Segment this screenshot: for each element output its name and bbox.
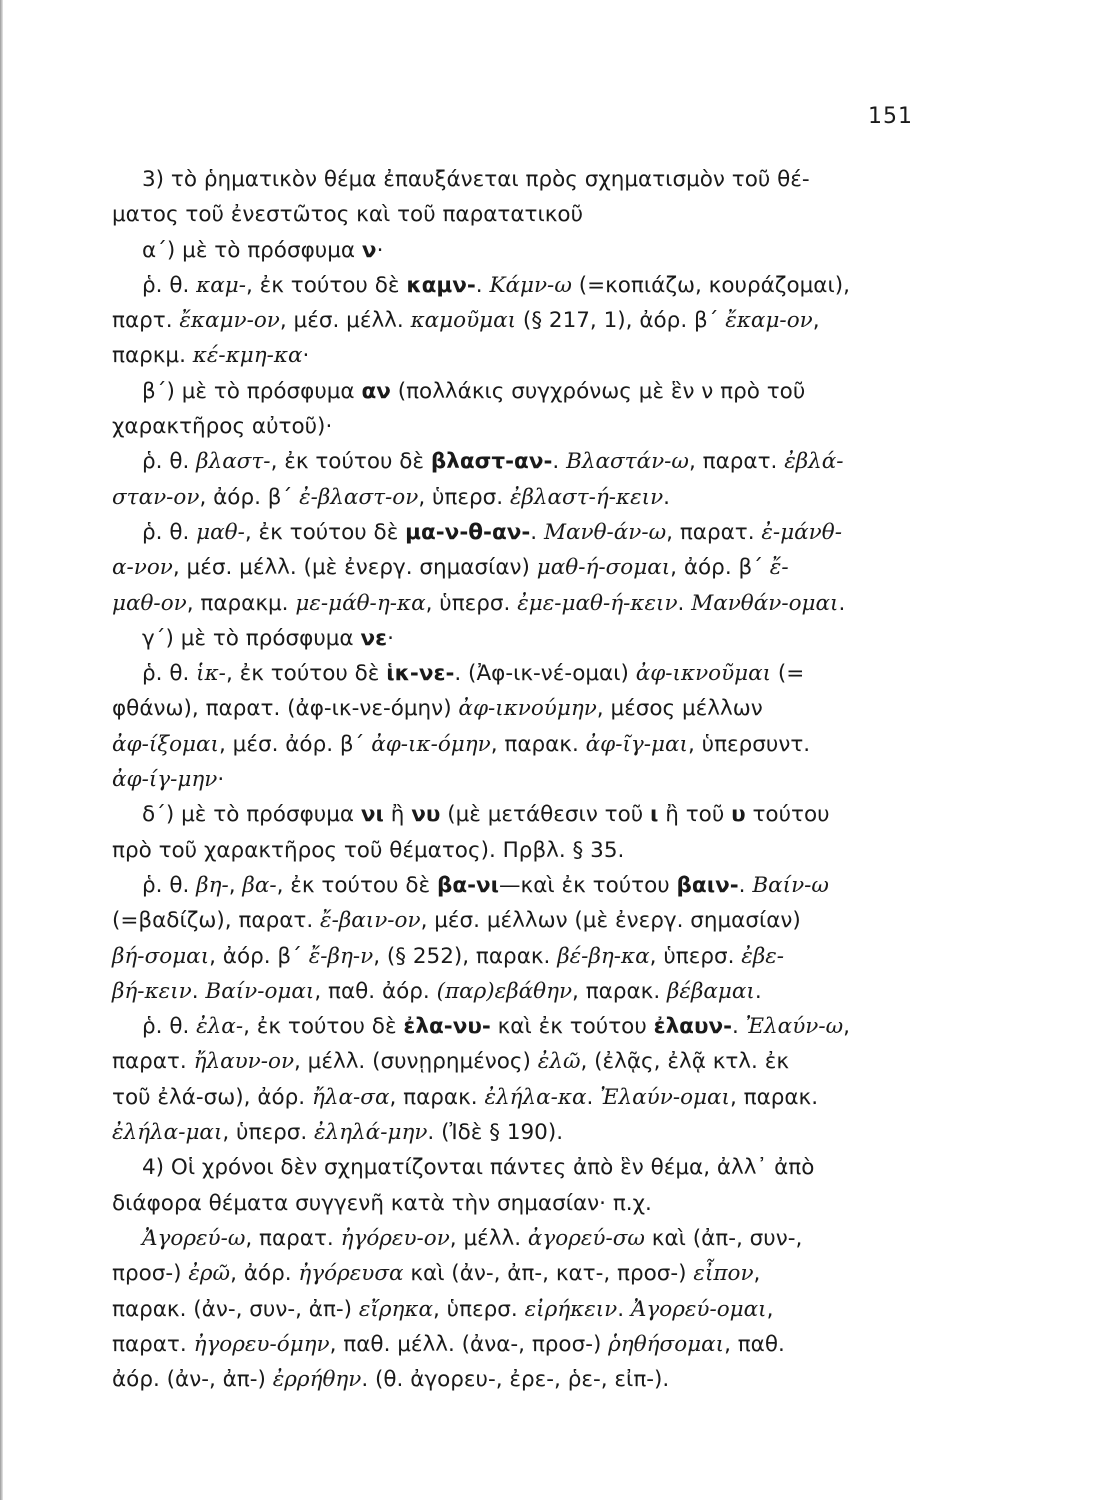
text-line [112,727,948,762]
text-line [112,1292,948,1327]
italic-term: ἀγορεύ-σω [527,1225,645,1251]
text-segment: , παρατ. [688,449,785,475]
italic-term: καμοῦμαι [410,308,517,334]
text-segment: (μὲ μετάθεσιν τοῦ [440,802,651,828]
text-segment: ῥ. θ. [142,449,197,475]
text-line [112,444,948,479]
text-segment: . (Ἀφ-ικ-νέ-ομαι) [454,661,636,687]
page-number: 151 [868,104,913,129]
italic-term: μαθ-ή-σομαι [536,555,671,581]
text-segment: , μέσ. ἀόρ. β΄ [218,731,372,757]
italic-term: ἐβλαστ-ή-κειν [509,484,664,510]
text-segment: , ὑπερσ. [432,1296,525,1322]
text-segment: , παρακ. [389,1084,485,1110]
italic-term: ἐ-μάνθ- [761,519,842,545]
text-segment: —καὶ ἐκ τούτου [499,872,677,898]
italic-term: ἠγόρευσα [298,1261,404,1287]
italic-term: Ἀγορεύ-ω [142,1225,246,1251]
text-segment: · [376,237,384,263]
text-segment: παρκμ. [112,343,193,369]
text-segment: · [302,343,310,369]
italic-term: ἐλήλα-μαι [112,1120,223,1146]
text-segment: παρατ. [112,1331,194,1357]
text-segment: ματος τοῦ ἐνεστῶτος καὶ τοῦ παρατατικοῦ [112,202,584,228]
bold-stem: νε [360,625,388,651]
bold-stem: ἐλαυν- [653,1014,733,1040]
text-segment: . [732,1014,746,1040]
italic-term: εἶπον [693,1261,754,1287]
text-segment: ἀόρ. (ἀν-, ἀπ-) [112,1367,273,1393]
text-line [112,691,948,726]
italic-term: ἱκ- [196,661,226,687]
text-segment: , [843,1014,850,1040]
text-line [112,903,948,938]
text-segment: , [753,1261,761,1287]
text-segment: , ὑπερσ. [425,590,518,616]
text-segment: . [530,519,544,545]
text-segment: , ἐκ τούτου δὲ [246,272,407,298]
text-segment: (§ 217, 1), ἀόρ. β΄ [516,308,726,334]
text-segment: α΄) μὲ τὸ πρόσφυμα [142,237,362,263]
italic-term: ἀφ-ικ-όμην [371,731,491,757]
text-segment: (= [771,661,805,687]
italic-term: α-νον [112,555,173,581]
text-segment: , ὑπερσυντ. [687,731,811,757]
italic-term: Ἀγορεύ-ομαι [630,1296,767,1322]
text-segment: . [754,978,762,1004]
text-segment: . [738,872,753,898]
text-segment: , ἀόρ. [230,1261,299,1287]
text-segment: , ἀόρ. β΄ [199,484,300,510]
text-line [112,1150,948,1185]
bold-stem: ἐλα-νυ- [403,1014,491,1040]
text-segment: , ὑπερσ. [649,943,742,969]
text-line [112,621,948,656]
text-segment: τούτου [745,802,830,828]
bold-stem: νυ [411,802,441,828]
scan-edge [0,0,3,1500]
italic-term: ἤλαυν-ον [193,1049,295,1075]
text-segment: καὶ ἐκ τούτου [490,1014,654,1040]
text-line [112,939,948,974]
text-segment: ἢ τοῦ [658,802,732,828]
bold-stem: αν [361,378,391,404]
italic-term: ἔκαμ-ον [725,308,813,334]
italic-term: ἀφ-ικνούμην [458,696,597,722]
text-segment: ἢ [383,802,412,828]
text-segment: , ἐκ τούτου δὲ [276,872,437,898]
italic-term: (παρ)εβάθην [436,978,573,1004]
text-line [112,1115,948,1150]
italic-term: με-μάθ-η-κα [295,590,426,616]
text-segment: , (§ 252), παρακ. [373,943,558,969]
text-segment: , παρακμ. [186,590,296,616]
italic-term: Ἐλαύν-ω [745,1014,844,1040]
text-segment: , (ἐλᾷς, ἐλᾷ κτλ. ἐκ [580,1049,789,1075]
text-line [112,480,948,515]
text-segment: β΄) μὲ τὸ πρόσφυμα [142,378,362,404]
italic-term: Βλαστάν-ω [566,449,689,475]
text-segment: . [191,978,206,1004]
italic-term: Μανθ-άν-ω [543,519,667,545]
text-segment: ῥ. θ. [142,1014,197,1040]
text-line [112,656,948,691]
text-segment: τοῦ ἐλά-σω), ἀόρ. [112,1084,312,1110]
text-segment: . [552,449,567,475]
italic-term: ἐλα- [196,1014,244,1040]
italic-term: βα- [242,872,277,898]
text-segment: ῥ. θ. [142,661,197,687]
italic-term: Κάμν-ω [489,272,572,298]
text-segment: · [217,767,225,793]
text-segment: . [677,590,692,616]
text-line [112,762,948,797]
italic-term: ἀφ-ίγ-μην [112,767,218,793]
text-segment: , ἀόρ. β΄ [209,943,309,969]
bold-stem: βλαστ-αν- [430,449,553,475]
italic-term: ἔ-βαιν-ον [320,908,421,934]
italic-term: βη- [196,872,229,898]
italic-term: κέ-κμη-κα [192,343,303,369]
text-segment: . [586,1084,601,1110]
text-segment: · [387,625,394,651]
text-segment: , παρατ. [666,519,762,545]
text-segment: (πολλάκις συγχρόνως μὲ ἓν ν πρὸ τοῦ [390,378,806,404]
text-line [112,409,948,444]
bold-stem: ν [361,237,377,263]
italic-term: ἔ- [769,555,789,581]
italic-term: ἐρῶ [188,1261,231,1287]
text-segment: προσ-) [112,1261,189,1287]
italic-term: ἠγορευ-όμην [193,1331,330,1357]
text-segment: , παρακ. [572,978,667,1004]
italic-term: μαθ- [196,519,245,545]
text-line [112,586,948,621]
text-line [112,1327,948,1362]
italic-term: Βαίν-ω [752,872,829,898]
text-line [112,303,948,338]
text-segment: παρτ. [112,308,180,334]
bold-stem: ἱκ-νε- [386,661,455,687]
text-segment: , μέσ. μέλλων (μὲ ἐνεργ. σημασίαν) [420,908,801,934]
text-segment: , ἐκ τούτου δὲ [270,449,431,475]
italic-term: βή-σομαι [112,943,210,969]
italic-term: Ἐλαύν-ομαι [600,1084,730,1110]
text-line [112,868,948,903]
text-segment: . [838,590,846,616]
italic-term: ἐλῶ [537,1049,581,1075]
bold-stem: βαιν- [676,872,739,898]
italic-term: ἠγόρευ-ον [340,1225,450,1251]
italic-term: καμ- [196,272,246,298]
text-segment: 4) Οἱ χρόνοι δὲν σχηματίζονται πάντες ἀπὸ ἓν θέμα, ἀλλ᾽ ἀπὸ [142,1155,815,1181]
italic-term: ἤλα-σα [311,1084,390,1110]
text-segment: ῥ. θ. [142,519,197,545]
text-segment: . [617,1296,631,1322]
italic-term: βή-κειν [112,978,192,1004]
italic-term: ἀφ-ικνοῦμαι [635,661,772,687]
text-segment: , [228,872,243,898]
text-segment: καὶ (ἀν-, ἀπ-, κατ-, προσ-) [403,1261,694,1287]
italic-term: ἐ-βλαστ-ον [299,484,419,510]
italic-term: ἔ-βη-ν [308,943,374,969]
text-segment: δ΄) μὲ τὸ πρόσφυμα [142,802,361,828]
text-segment: , μέσος μέλλων [596,696,763,722]
italic-term: ἀφ-ῖγ-μαι [585,731,688,757]
text-segment: , παρατ. [245,1225,341,1251]
text-segment: . [475,272,490,298]
text-segment: , ὑπερσ. [418,484,510,510]
text-line [112,338,948,373]
italic-term: ἐβλά- [784,449,844,475]
italic-term: βέ-βη-κα [557,943,650,969]
italic-term: Βαίν-ομαι [205,978,315,1004]
text-line [112,162,948,197]
text-segment: , ὑπερσ. [222,1120,315,1146]
text-line [112,1221,948,1256]
italic-term: ἀφ-ίξομαι [112,731,219,757]
text-segment: παρακ. (ἀν-, συν-, ἀπ-) [112,1296,359,1322]
text-segment: , παθ. ἀόρ. [314,978,437,1004]
italic-term: σταν-ον [112,484,200,510]
text-line [112,550,948,585]
text-line [112,1044,948,1079]
italic-term: ἐμε-μαθ-ή-κειν [517,590,678,616]
italic-term: εἰρήκειν [524,1296,618,1322]
italic-term: ἔκαμν-ον [179,308,280,334]
text-line [112,833,948,868]
text-line [112,1186,948,1221]
italic-term: μαθ-ον [112,590,187,616]
italic-term: ἐλήλα-κα [484,1084,587,1110]
text-segment: χαρακτῆρος αὐτοῦ)· [112,414,333,440]
text-segment: φθάνω), παρατ. (ἀφ-ικ-νε-όμην) [112,696,459,722]
bold-stem: ι [650,802,659,828]
text-segment: καὶ (ἀπ-, συν-, [644,1225,803,1251]
bold-stem: καμν- [406,272,476,298]
text-segment: , [766,1296,774,1322]
text-segment: , μέσ. μέλλ. (μὲ ἐνεργ. σημασίαν) [172,555,537,581]
text-segment: , ἐκ τούτου δὲ [244,519,406,545]
italic-term: ῥηθήσομαι [608,1331,725,1357]
text-segment: . [663,484,671,510]
text-line [112,1256,948,1291]
italic-term: ἐβε- [741,943,785,969]
text-segment: , ἐκ τούτου δὲ [243,1014,404,1040]
italic-term: εἴρηκα [358,1296,433,1322]
text-segment: ῥ. θ. [142,272,197,298]
text-line [112,797,948,832]
text-segment: (=κοπιάζω, κουράζομαι), [571,272,850,298]
text-segment: , παρακ. [729,1084,819,1110]
bold-stem: υ [731,802,746,828]
italic-term: ἐληλά-μην [314,1120,428,1146]
text-segment: , ἐκ τούτου δὲ [225,661,387,687]
text-segment: , μέλλ. [449,1225,528,1251]
text-line [112,268,948,303]
bold-stem: νι [360,802,384,828]
text-line [112,515,948,550]
text-segment: , μέλλ. (συνῃρημένος) [294,1049,538,1075]
italic-term: βλαστ- [196,449,271,475]
text-segment: , [812,308,820,334]
text-segment: (=βαδίζω), παρατ. [112,908,321,934]
text-segment: , ἀόρ. β΄ [670,555,770,581]
text-segment: παρατ. [112,1049,194,1075]
italic-term: βέβαμαι [667,978,755,1004]
text-segment: . (θ. ἀγορευ-, ἐρε-, ῥε-, εἰπ-). [361,1367,670,1393]
text-segment: , μέσ. μέλλ. [279,308,411,334]
bold-stem: μα-ν-θ-αν- [405,519,531,545]
text-segment: . (Ἰδὲ § 190). [427,1120,564,1146]
text-line [112,1009,948,1044]
italic-term: Μανθάν-ομαι [691,590,839,616]
text-line [112,374,948,409]
text-line [112,197,948,232]
text-segment: , παθ. [724,1331,785,1357]
text-segment: γ΄) μὲ τὸ πρόσφυμα [142,625,361,651]
text-segment: πρὸ τοῦ χαρακτῆρος τοῦ θέματος). Πρβλ. § 35. [112,837,625,863]
text-line [112,1080,948,1115]
body-text [112,162,948,1397]
text-segment: , παρακ. [490,731,586,757]
text-segment: διάφορα θέματα συγγενῆ κατὰ τὴν σημασίαν· π.χ. [112,1190,652,1216]
text-line [112,974,948,1009]
text-segment: 3) τὸ ῥηματικὸν θέμα ἐπαυξάνεται πρὸς σχηματισμὸν τοῦ θέ- [142,167,810,192]
text-line [112,1362,948,1397]
bold-stem: βα-νι [436,872,500,898]
text-segment: , παθ. μέλλ. (ἀνα-, προσ-) [329,1331,609,1357]
text-line [112,233,948,268]
italic-term: ἐρρήθην [272,1367,362,1393]
text-segment: ῥ. θ. [142,872,197,898]
